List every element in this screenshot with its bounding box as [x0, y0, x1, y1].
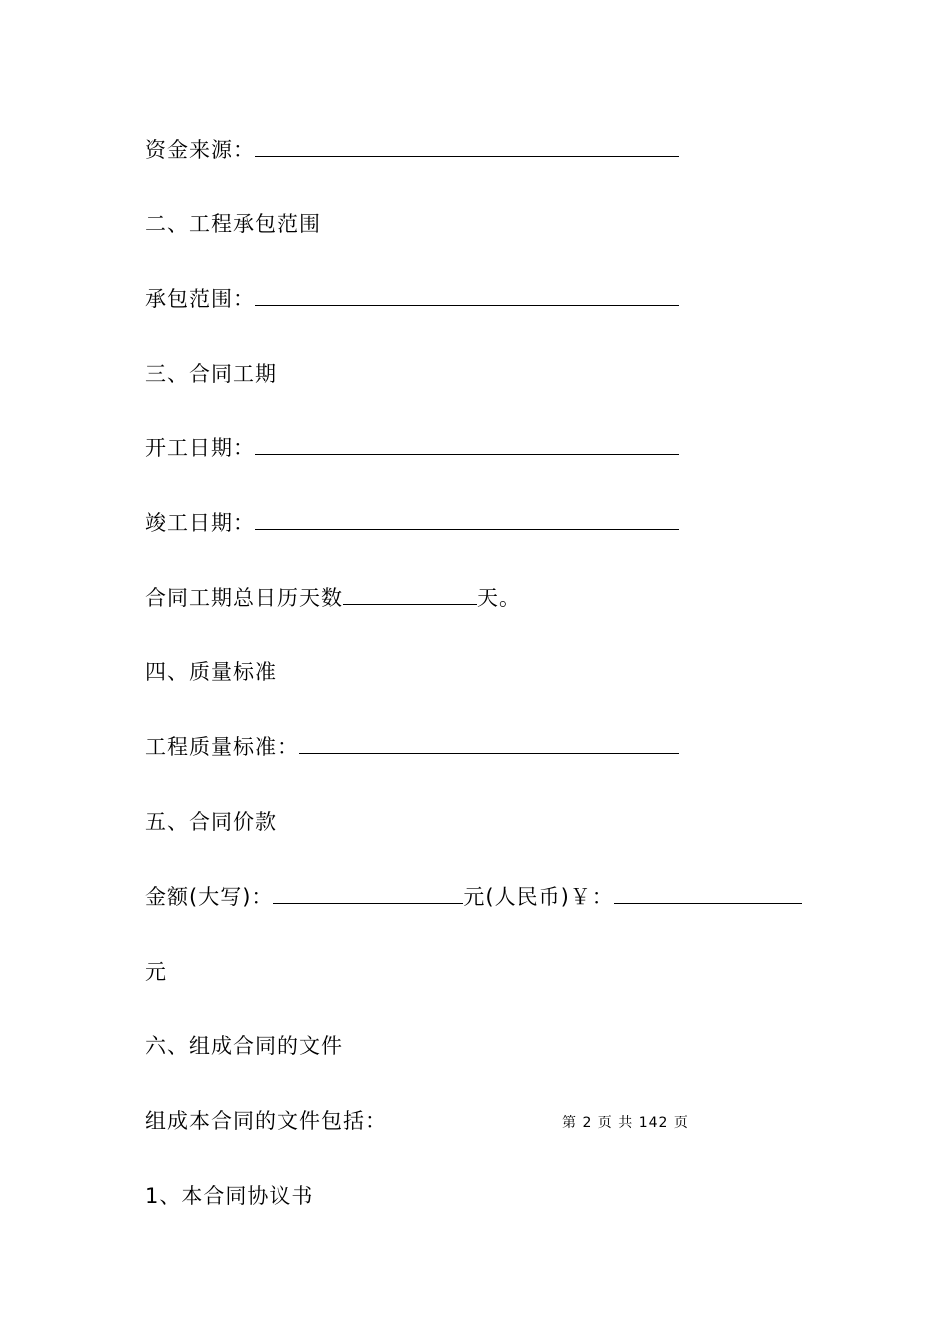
- document-item-1: 1、本合同协议书: [145, 1184, 314, 1208]
- section-5-heading: 五、合同价款: [145, 810, 277, 834]
- amount-rmb-label: 元(人民币)￥：: [463, 885, 614, 909]
- funding-source-label: 资金来源：: [145, 138, 255, 162]
- completion-date-label: 竣工日期：: [145, 511, 255, 535]
- duration-blank: [343, 584, 477, 605]
- amount-line: [145, 883, 802, 911]
- completion-date-blank: [255, 509, 679, 530]
- quality-standard-blank: [299, 733, 679, 754]
- page-number: 第 2 页 共 142 页: [562, 1115, 689, 1131]
- section-3-heading: 三、合同工期: [145, 362, 277, 386]
- scope-blank: [255, 285, 679, 306]
- section-4-heading: 四、质量标准: [145, 660, 277, 684]
- scope-line: [145, 285, 679, 313]
- amount-rmb-blank: [614, 883, 802, 904]
- section-2-heading: 二、工程承包范围: [145, 212, 321, 236]
- section-6-heading: 六、组成合同的文件: [145, 1034, 343, 1058]
- completion-date-line: [145, 509, 679, 537]
- duration-prefix: 合同工期总日历天数: [145, 586, 343, 610]
- amount-upper-blank: [273, 883, 463, 904]
- duration-line: [145, 584, 521, 612]
- funding-source-line: [145, 136, 679, 164]
- duration-suffix: 天。: [477, 586, 521, 610]
- quality-standard-label: 工程质量标准：: [145, 735, 299, 759]
- start-date-line: [145, 434, 679, 462]
- start-date-label: 开工日期：: [145, 436, 255, 460]
- documents-intro: 组成本合同的文件包括：: [145, 1109, 387, 1133]
- quality-standard-line: [145, 733, 679, 761]
- amount-unit: 元: [145, 960, 167, 984]
- start-date-blank: [255, 434, 679, 455]
- funding-source-blank: [255, 136, 679, 157]
- amount-upper-label: 金额(大写)：: [145, 885, 274, 909]
- scope-label: 承包范围：: [145, 287, 255, 311]
